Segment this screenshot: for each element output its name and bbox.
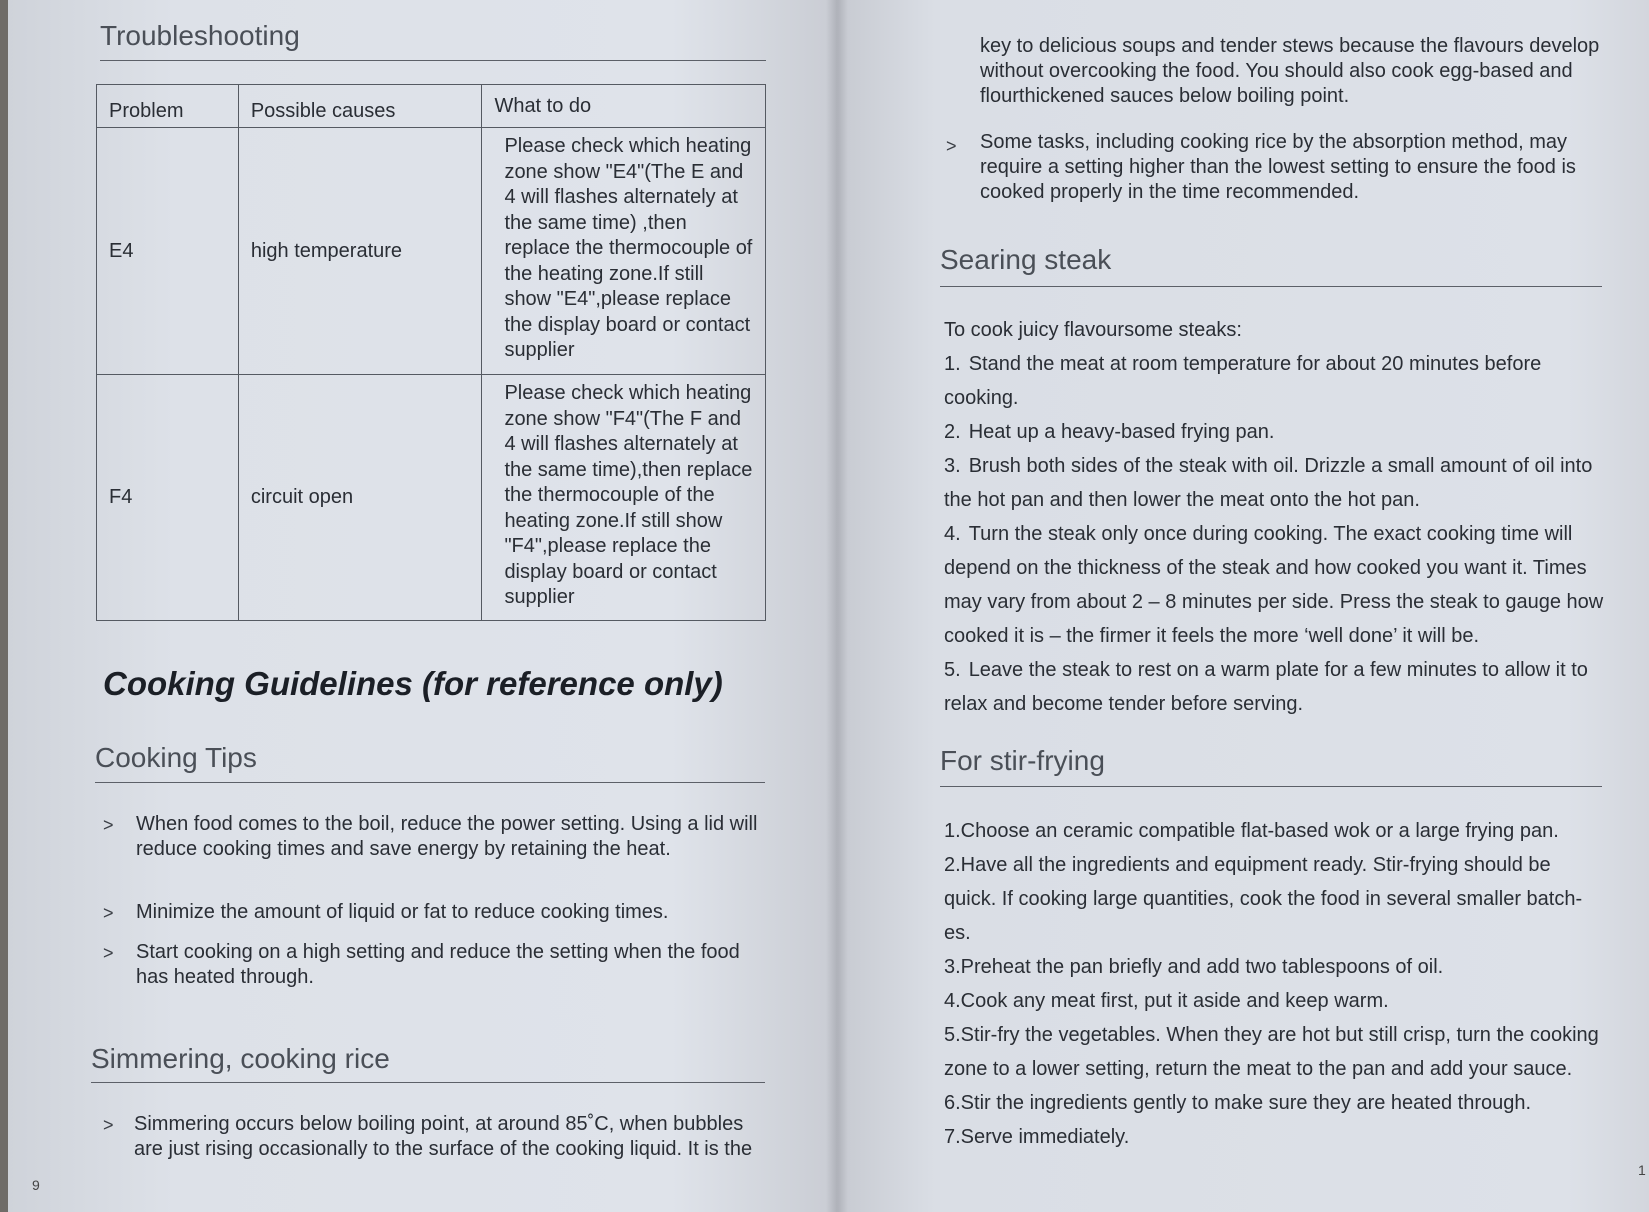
list-item: 7.Serve immediately.	[944, 1126, 1130, 1148]
bullet-arrow-icon: >	[103, 1115, 114, 1135]
list-item: 4.Cook any meat first, put it aside and keep warm.	[944, 990, 1389, 1012]
searing-step-text: Heat up a heavy-based frying pan.	[968, 421, 1275, 443]
list-item: 6.Stir the ingredients gently to make sure they are heated through.	[944, 1092, 1532, 1114]
cell-cause: circuit open	[238, 375, 482, 621]
searing-step-text: Stand the meat at room temperature for about 20 minutes before cooking.	[944, 353, 1542, 409]
bullet-arrow-icon: >	[103, 903, 114, 923]
cooking-tips-rule	[95, 782, 765, 783]
bullet-arrow-icon: >	[103, 943, 114, 963]
header-what-to-do: What to do	[482, 85, 766, 128]
searing-steak-title: Searing steak	[940, 244, 1112, 275]
cooking-guidelines-heading: Cooking Guidelines (for reference only)	[103, 665, 723, 702]
table-row	[97, 375, 766, 621]
searing-step-text: Turn the steak only once during cooking. The exact cooking time will depend on the thickness of the steak and how cooked you want it. Times may vary from about 2 – 8 minutes per side. Press the steak to gauge how cooked it is – the firmer it feels the more ‘well done’ it will be.	[944, 523, 1604, 647]
stir-frying-title: For stir-frying	[940, 745, 1105, 776]
bullet-arrow-icon: >	[103, 815, 114, 835]
bullet-arrow-icon: >	[946, 136, 957, 156]
cell-problem: F4	[97, 375, 239, 621]
simmering-title: Simmering, cooking rice	[91, 1043, 390, 1074]
list-item: 5.Stir-fry the vegetables. When they are hot but still crisp, turn the cooking zone to a lower setting, return the meat to the pan and add your sauce.	[944, 1024, 1599, 1080]
page-number-left: 9	[32, 1177, 40, 1193]
list-item: 5. Leave the steak to rest on a warm plate for a few minutes to allow it to relax and become tender before serving.	[944, 659, 1588, 715]
list-item: 4. Turn the steak only once during cooking. The exact cooking time will depend on the thickness of the steak and how cooked you want it. Times may vary from about 2 – 8 minutes per side. Press the steak to gauge how cooked it is – the firmer it feels the more ‘well done’ it will be.	[944, 523, 1604, 647]
searing-rule	[940, 286, 1602, 287]
table-row	[97, 128, 766, 375]
tip-item: Start cooking on a high setting and reduce the setting when the food has heated through.	[136, 941, 740, 988]
searing-step-text: Brush both sides of the steak with oil. Drizzle a small amount of oil into the hot pan and then lower the meat onto the hot pan.	[944, 455, 1593, 511]
troubleshooting-rule	[100, 60, 766, 61]
list-item: 1. Stand the meat at room temperature for about 20 minutes before cooking.	[944, 353, 1542, 409]
header-problem: Problem	[97, 85, 239, 128]
simmering-rule	[91, 1082, 765, 1083]
cell-action: Please check which heating zone show "F4"(The F and 4 will flashes alternately at the same time),then replace the thermocouple of the heating zone.If still show "F4",please replace the display board or contact supplier	[482, 375, 766, 621]
list-item: 1.Choose an ceramic compatible flat-based wok or a large frying pan.	[944, 820, 1559, 842]
troubleshooting-table	[96, 84, 766, 621]
simmering-bullet: Simmering occurs below boiling point, at around 85˚C, when bubbles are just rising occasionally to the surface of the cooking liquid. It is the	[134, 1113, 753, 1160]
cell-cause: high temperature	[238, 128, 482, 375]
stir-frying-list	[944, 814, 1604, 1154]
list-item: 3.Preheat the pan briefly and add two tablespoons of oil.	[944, 956, 1444, 978]
cooking-tips-title: Cooking Tips	[95, 742, 257, 773]
cell-action: Please check which heating zone show "E4"(The E and 4 will flashes alternately at the same time) ,then replace the thermocouple of the heating zone.If still show "E4",please replace the display board or contact supplier	[482, 128, 766, 375]
tip-item: When food comes to the boil, reduce the power setting. Using a lid will reduce cooking times and save energy by retaining the heat.	[136, 813, 758, 860]
continued-text: key to delicious soups and tender stews because the flavours develop without overcooking the food. You should also cook egg-based and flourthickened sauces below boiling point.	[980, 35, 1600, 107]
table-header-row	[97, 85, 766, 128]
right-page	[838, 0, 1649, 1212]
troubleshooting-title: Troubleshooting	[100, 20, 300, 51]
book-gutter	[826, 0, 848, 1212]
left-page	[8, 0, 838, 1212]
searing-intro: To cook juicy flavoursome steaks:	[944, 319, 1242, 341]
list-item: 2. Heat up a heavy-based frying pan.	[944, 421, 1275, 443]
header-possible-causes: Possible causes	[238, 85, 482, 128]
rice-bullet: Some tasks, including cooking rice by the absorption method, may require a setting higher than the lowest setting to ensure the food is cooked properly in the time recommended.	[980, 131, 1576, 203]
searing-step-list	[944, 347, 1604, 721]
cell-problem: E4	[97, 128, 239, 375]
list-item: 2.Have all the ingredients and equipment ready. Stir-frying should be quick. If cooking large quantities, cook the food in several smaller batch-es.	[944, 854, 1583, 944]
list-item: 3. Brush both sides of the steak with oil. Drizzle a small amount of oil into the hot pan and then lower the meat onto the hot pan.	[944, 455, 1593, 511]
stir-frying-rule	[940, 786, 1602, 787]
page-number-right: 1	[1638, 1162, 1646, 1178]
tip-item: Minimize the amount of liquid or fat to reduce cooking times.	[136, 901, 669, 923]
searing-step-text: Leave the steak to rest on a warm plate for a few minutes to allow it to relax and become tender before serving.	[944, 659, 1588, 715]
